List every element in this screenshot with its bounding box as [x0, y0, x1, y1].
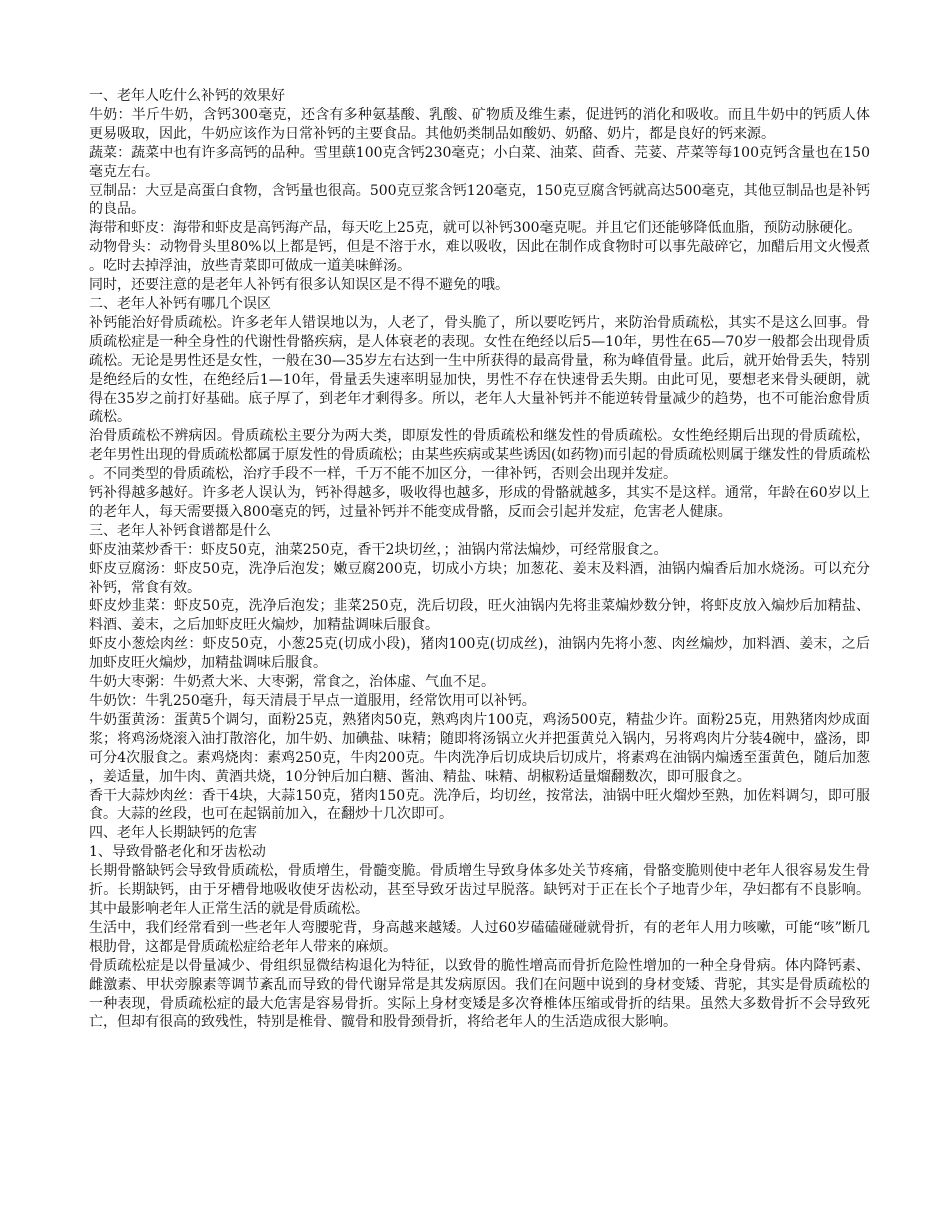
section-heading-calcium-foods: 一、老年人吃什么补钙的效果好	[89, 88, 285, 104]
paragraph-daily-life: 生活中，我们经常看到一些老年人弯腰驼背，身高越来越矮。人过60岁磕磕碰碰就骨折，有的老年人用力咳嗽，可能“咳”断几根肋骨，这都是骨质疏松症给老年人带来的麻烦。	[89, 919, 870, 955]
section-heading-misconceptions: 二、老年人补钙有哪几个误区	[89, 295, 271, 312]
subheading-bone-aging: 1、导致骨骼老化和牙齿松动	[89, 844, 266, 861]
section-heading-dangers: 四、老年人长期缺钙的危害	[89, 825, 257, 842]
recipe-milk-drink: 牛奶饮：牛乳250毫升，每天清晨于早点一道服用，经常饮用可以补钙。	[89, 693, 536, 709]
recipe-shrimp-rapeseed: 虾皮油菜炒香干：虾皮50克，油菜250克，香干2块切丝，；油锅内常法煸炒，可经常服食之。	[89, 541, 668, 558]
paragraph-vegetables: 蔬菜：蔬菜中也有许多高钙的品种。雪里蕻100克含钙230毫克；小白菜、油菜、茴香、芫荽、芹菜等每100克钙含量也在150毫克左右。	[89, 144, 870, 180]
recipe-shrimp-tofu-soup: 虾皮豆腐汤：虾皮50克，洗净后泡发；嫩豆腐200克，切成小方块；加葱花、姜末及料酒，油锅内煸香后加水烧汤。可以充分补钙，常食有效。	[89, 560, 870, 596]
section-heading-recipes: 三、老年人补钙食谱都是什么	[89, 522, 271, 539]
paragraph-transition: 同时，还要注意的是老年人补钙有很多认知误区是不得不避免的哦。	[89, 277, 509, 294]
paragraph-myth-more: 钙补得越多越好。许多老人误认为，钙补得越多，吸收得也越多，形成的骨骼就越多，其实不是这样。通常，年龄在60岁以上的老年人，每天需要摄入800毫克的钙，过量补钙并不能变成骨骼，反而会引起并发症，危害老人健康。	[89, 485, 870, 520]
paragraph-myth-cure: 补钙能治好骨质疏松。许多老年人错误地以为，人老了，骨头脆了，所以要吃钙片，来防治骨质疏松，其实不是这么回事。骨质疏松症是一种全身性的代谢性骨骼疾病，是人体衰老的表现。女性在绝经以后5—10年，男性在65—70岁一般都会出现骨质疏松。无论是男性还是女性，一般在30—35岁左右达到一生中所获得的最高骨量，称为峰值骨量。此后，就开始骨丢失，特别是绝经后的女性，在绝经后1—10年，骨量丢失速率明显加快，男性不存在快速骨丢失期。由此可见，要想老来骨头硬朗，就得在35岁之前打好基础。底子厚了，到老年才剩得多。所以，老年人大量补钙并不能逆转骨量减少的趋势，也不可能治愈骨质疏松。	[89, 314, 870, 426]
paragraph-milk: 牛奶：半斤牛奶，含钙300毫克，还含有多种氨基酸、乳酸、矿物质及维生素，促进钙的消化和吸收。而且牛奶中的钙质人体更易吸取，因此，牛奶应该作为日常补钙的主要食品。其他奶类制品如酸奶、奶酪、奶片，都是良好的钙来源。	[89, 106, 870, 142]
recipe-milk-egg-yolk-soup: 牛奶蛋黄汤：蛋黄5个调匀，面粉25克，熟猪肉50克，熟鸡肉片100克，鸡汤500克，精盐少许。面粉25克，用熟猪肉炒成面浆；将鸡汤烧滚入油打散溶化，加牛奶、加碘盐、味精；随即将汤锅立火并把蛋黄兑入锅内，另将鸡肉片分装4碗中，盛汤，即可分4次服食之。素鸡烧肉：素鸡250克，牛肉200克。牛肉洗净后切成块后切成片，将素鸡在油锅内煸透至蛋黄色，随后加葱，姜适量，加牛肉、黄酒共烧，10分钟后加白糖、酱油、精盐、味精、胡椒粉适量熘翻数次，即可服食之。	[89, 711, 870, 785]
recipe-shrimp-scallion-pork: 虾皮小葱烩肉丝：虾皮50克，小葱25克(切成小段)，猪肉100克(切成丝)，油锅内先将小葱、肉丝煸炒，加料酒、姜末，之后加虾皮旺火煸炒，加精盐调味后服食。	[89, 636, 870, 672]
paragraph-myth-cause: 治骨质疏松不辨病因。骨质疏松主要分为两大类，即原发性的骨质疏松和继发性的骨质疏松。女性绝经期后出现的骨质疏松，老年男性出现的骨质疏松都属于原发性的骨质疏松；由某些疾病或某些诱因(如药物)而引起的骨质疏松则属于继发性的骨质疏松。不同类型的骨质疏松，治疗手段不一样，千万不能不加区分，一律补钙，否则会出现并发症。	[89, 428, 870, 483]
paragraph-animal-bones: 动物骨头：动物骨头里80%以上都是钙，但是不溶于水，难以吸收，因此在制作成食物时可以事先敲碎它，加醋后用文火慢煮。吃时去掉浮油，放些青菜即可做成一道美味鲜汤。	[89, 239, 870, 275]
paragraph-soy-products: 豆制品：大豆是高蛋白食物，含钙量也很高。500克豆浆含钙120毫克，150克豆腐含钙就高达500毫克，其他豆制品也是补钙的良品。	[89, 182, 870, 218]
recipe-milk-jujube-porridge: 牛奶大枣粥：牛奶煮大米、大枣粥，常食之，治体虚、气血不足。	[89, 674, 495, 691]
recipe-tofu-garlic-pork: 香干大蒜炒肉丝：香干4块，大蒜150克，猪肉150克。洗净后，均切丝，按常法，油锅中旺火熘炒至熟，加佐料调匀，即可服食。大蒜的丝段，也可在起锅前加入，在翻炒十几次即可。	[89, 787, 870, 823]
paragraph-kelp-shrimp: 海带和虾皮：海带和虾皮是高钙海产品，每天吃上25克，就可以补钙300毫克呢。并且它们还能够降低血脂，预防动脉硬化。	[89, 220, 862, 237]
paragraph-osteoporosis-definition: 骨质疏松症是以骨量减少、骨组织显微结构退化为特征，以致骨的脆性增高而骨折危险性增加的一种全身骨病。体内降钙素、雌激素、甲状旁腺素等调节紊乱而导致的骨代谢异常是其发病原因。我们在问题中说到的身材变矮、背驼，其实是骨质疏松的一种表现，骨质疏松症的最大危害是容易骨折。实际上身材变矮是多次脊椎体压缩或骨折的结果。虽然大多数骨折不会导致死亡，但却有很高的致残性，特别是椎骨、髋骨和股骨颈骨折，将给老年人的生活造成很大影响。	[89, 957, 870, 1031]
paragraph-long-term-deficiency: 长期骨骼缺钙会导致骨质疏松，骨质增生，骨髓变脆。骨质增生导致身体多处关节疼痛，骨骼变脆则使中老年人很容易发生骨折。长期缺钙，由于牙槽骨地吸收使牙齿松动，甚至导致牙齿过早脱落。缺钙对于正在长个子地青少年，孕妇都有不良影响。其中最影响老年人正常生活的就是骨质疏松。	[89, 863, 870, 917]
recipe-shrimp-leek: 虾皮炒韭菜：虾皮50克，洗净后泡发；韭菜250克，洗后切段，旺火油锅内先将韭菜煸炒数分钟，将虾皮放入煸炒后加精盐、料酒、姜末，之后加虾皮旺火煸炒，加精盐调味后服食。	[89, 598, 870, 634]
